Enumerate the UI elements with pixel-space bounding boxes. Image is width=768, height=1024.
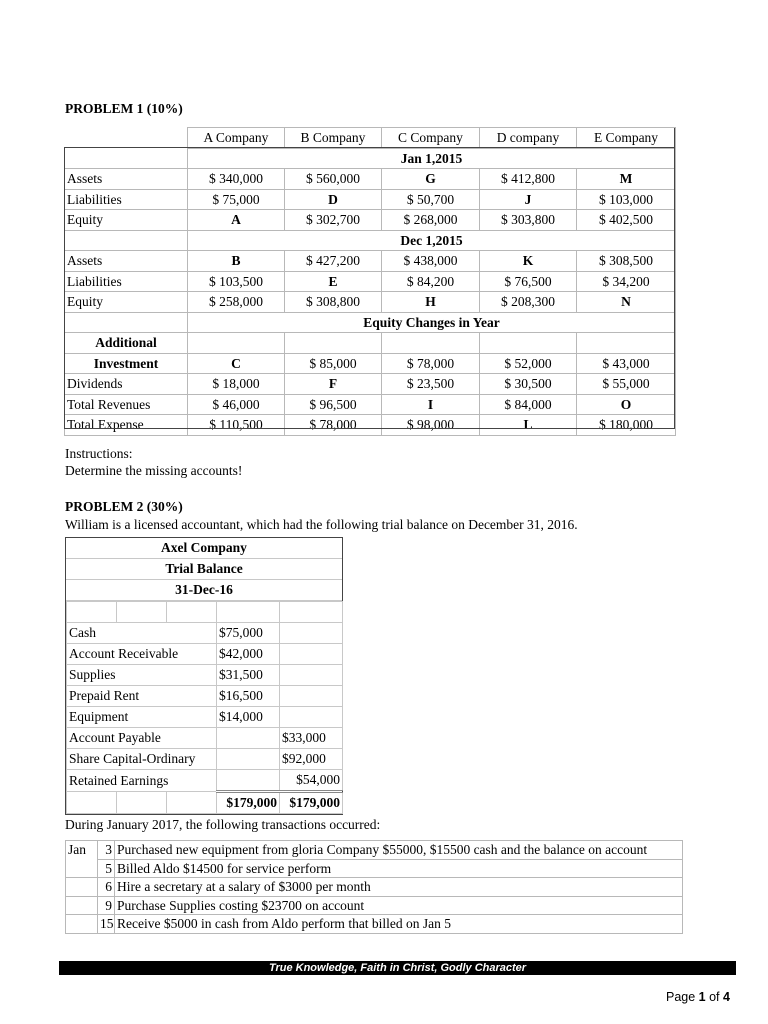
trial-balance bbox=[65, 537, 343, 815]
table-row: Liabilities $ 103,500 E $ 84,200 $ 76,500 $ 34,200 bbox=[65, 271, 676, 292]
problem2-intro: William is a licensed accountant, which had the following trial balance on December 31, 2016. bbox=[65, 517, 578, 532]
tb-total-debit: $179,000 bbox=[217, 792, 280, 814]
instructions-text: Determine the missing accounts! bbox=[65, 463, 243, 478]
row-label-additional: Additional bbox=[65, 333, 188, 354]
tb-title: Trial Balance bbox=[66, 559, 342, 580]
company-header: C Company bbox=[382, 128, 480, 149]
table-row: 9 Purchase Supplies costing $23700 on account bbox=[66, 896, 683, 915]
tb-total-credit: $179,000 bbox=[280, 792, 343, 814]
transactions-table: Jan Purchased new equipment from gloria Company $55000, $15500 cash and the balance on account 3 5 Billed Aldo $14500 for service perform 6 Hire a secretary at a salary of $3000 per month 9 Purchase Supplies costing $23700 on account 15 Receive $5000 in cash from Aldo perform that billed on Jan 5 bbox=[65, 840, 683, 934]
problem1-table bbox=[64, 127, 676, 436]
table-row: Equity A $ 302,700 $ 268,000 $ 303,800 $ 402,500 bbox=[65, 210, 676, 231]
table-row: Cash $75,000 bbox=[67, 623, 343, 644]
table-row: Assets B $ 427,200 $ 438,000 K $ 308,500 bbox=[65, 251, 676, 272]
table-row: Assets $ 340,000 $ 560,000 G $ 412,800 M bbox=[65, 169, 676, 190]
table-row: Jan Purchased new equipment from gloria Company $55000, $15500 cash and the balance on account bbox=[66, 841, 683, 842]
table-row: Account Payable $33,000 bbox=[67, 728, 343, 749]
table-row: Liabilities $ 75,000 D $ 50,700 J $ 103,000 bbox=[65, 189, 676, 210]
table-row: Total Expense $ 110,500 $ 78,000 $ 98,000 L $ 180,000 bbox=[65, 415, 676, 436]
transactions-intro: During January 2017, the following transactions occurred: bbox=[65, 817, 381, 832]
company-header: B Company bbox=[285, 128, 382, 149]
table-row: Prepaid Rent $16,500 bbox=[67, 686, 343, 707]
problem1-title: PROBLEM 1 (10%) bbox=[65, 101, 183, 116]
table-row: Retained Earnings $54,000 bbox=[67, 770, 343, 792]
table-row: Share Capital-Ordinary $92,000 bbox=[67, 749, 343, 770]
table-row: 15 Receive $5000 in cash from Aldo perform that billed on Jan 5 bbox=[66, 915, 683, 934]
company-header: D company bbox=[480, 128, 577, 149]
tb-grid bbox=[66, 601, 343, 814]
table-row: Supplies $31,500 bbox=[67, 665, 343, 686]
month-label: Jan bbox=[66, 841, 98, 860]
problem2-title: PROBLEM 2 (30%) bbox=[65, 499, 183, 514]
table-row: 5 Billed Aldo $14500 for service perform bbox=[66, 859, 683, 878]
table-row: Dividends $ 18,000 F $ 23,500 $ 30,500 $ 55,000 bbox=[65, 374, 676, 395]
table-row: 6 Hire a secretary at a salary of $3000 per month bbox=[66, 878, 683, 897]
section-header-dec: Dec 1,2015 bbox=[188, 230, 676, 251]
table-row: Equity $ 258,000 $ 308,800 H $ 208,300 N bbox=[65, 292, 676, 313]
company-header: E Company bbox=[577, 128, 676, 149]
section-header-equity: Equity Changes in Year bbox=[188, 312, 676, 333]
tb-company: Axel Company bbox=[66, 538, 342, 559]
section-header-jan: Jan 1,2015 bbox=[188, 148, 676, 169]
tb-date: 31-Dec-16 bbox=[66, 580, 342, 601]
instructions-label: Instructions: bbox=[65, 446, 133, 461]
table-row: Investment C $ 85,000 $ 78,000 $ 52,000 $ 43,000 bbox=[65, 353, 676, 374]
footer-motto: True Knowledge, Faith in Christ, Godly Character bbox=[59, 961, 736, 975]
table-row: Equipment $14,000 bbox=[67, 707, 343, 728]
row-label-investment: Investment bbox=[65, 353, 188, 374]
page-number: Page 1 of 4 bbox=[666, 990, 730, 1004]
table-row: Total Revenues $ 46,000 $ 96,500 I $ 84,000 O bbox=[65, 394, 676, 415]
company-header: A Company bbox=[188, 128, 285, 149]
table-row: Account Receivable $42,000 bbox=[67, 644, 343, 665]
tb-total-row bbox=[67, 792, 343, 814]
